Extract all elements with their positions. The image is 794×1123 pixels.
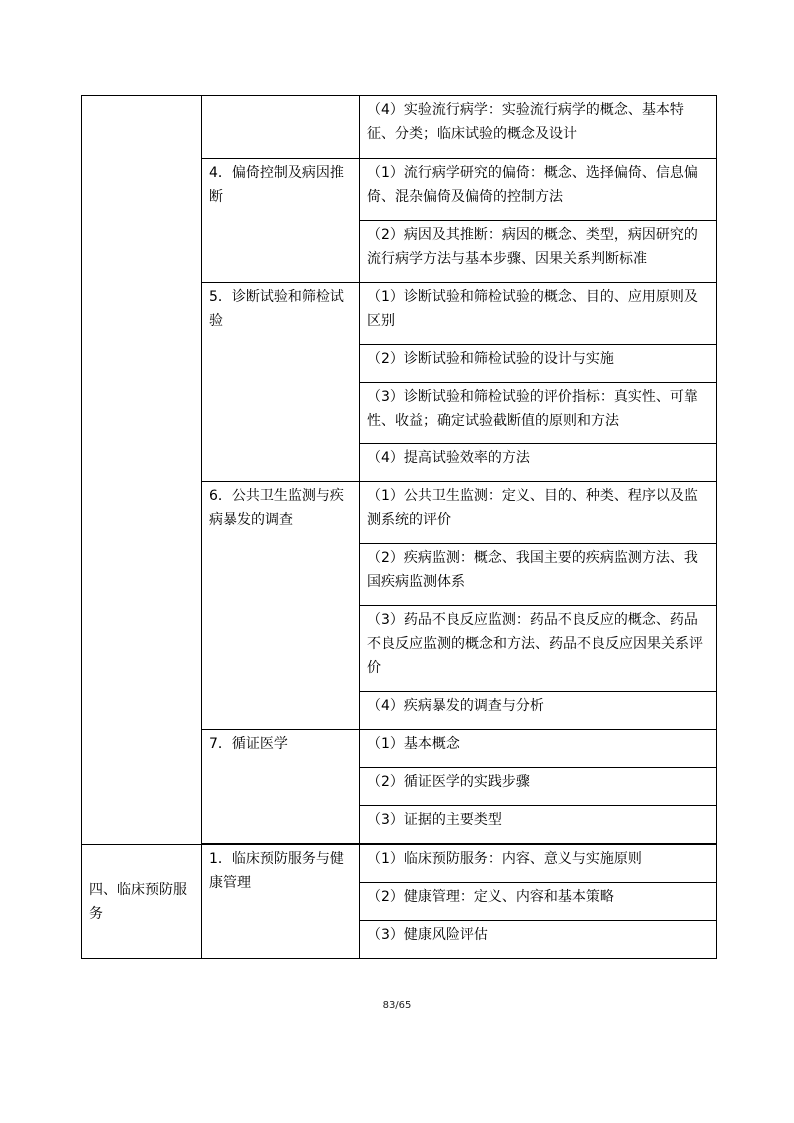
point-text: （2）病因及其推断：病因的概念、类型，病因研究的流行病学方法与基本步骤、因果关系判断标准	[367, 227, 698, 267]
point-text: （1）基本概念	[367, 736, 460, 752]
page-number: 83/65	[382, 1000, 412, 1011]
point-text: （1）公共卫生监测：定义、目的、种类、程序以及监测系统的评价	[367, 488, 698, 528]
unit-cell: 四、临床预防服务	[82, 845, 202, 959]
point-text: （4）疾病暴发的调查与分析	[367, 698, 544, 714]
table-row	[82, 96, 717, 159]
point-text: （3）证据的主要类型	[367, 812, 502, 828]
point-text: （4）实验流行病学：实验流行病学的概念、基本特征、分类；临床试验的概念及设计	[367, 102, 684, 142]
point-text: （1）诊断试验和筛检试验的概念、目的、应用原则及区别	[367, 289, 698, 329]
topic-cell: 1．临床预防服务与健康管理	[202, 845, 360, 959]
point-text: （1）临床预防服务：内容、意义与实施原则	[367, 851, 642, 867]
point-text: （2）诊断试验和筛检试验的设计与实施	[367, 351, 614, 367]
topic-cell: 6．公共卫生监测与疾病暴发的调查	[202, 482, 360, 730]
point-text: （2）循证医学的实践步骤	[367, 774, 530, 790]
unit-cell-continued	[82, 96, 202, 845]
point-text: （2）疾病监测：概念、我国主要的疾病监测方法、我国疾病监测体系	[367, 550, 698, 590]
syllabus-table	[81, 95, 717, 959]
point-text: （3）健康风险评估	[367, 927, 488, 943]
table-row	[82, 845, 717, 883]
topic-cell-continued	[202, 96, 360, 159]
topic-cell: 7．循证医学	[202, 730, 360, 844]
point-text: （3）药品不良反应监测：药品不良反应的概念、药品不良反应监测的概念和方法、药品不良反应因果关系评价	[367, 612, 703, 676]
point-text: （3）诊断试验和筛检试验的评价指标：真实性、可靠性、收益；确定试验截断值的原则和方法	[367, 389, 698, 429]
topic-cell: 4．偏倚控制及病因推断	[202, 159, 360, 283]
topic-cell: 5．诊断试验和筛检试验	[202, 283, 360, 482]
point-text: （2）健康管理：定义、内容和基本策略	[367, 889, 614, 905]
point-text: （1）流行病学研究的偏倚：概念、选择偏倚、信息偏倚、混杂偏倚及偏倚的控制方法	[367, 165, 698, 205]
point-text: （4）提高试验效率的方法	[367, 450, 530, 466]
